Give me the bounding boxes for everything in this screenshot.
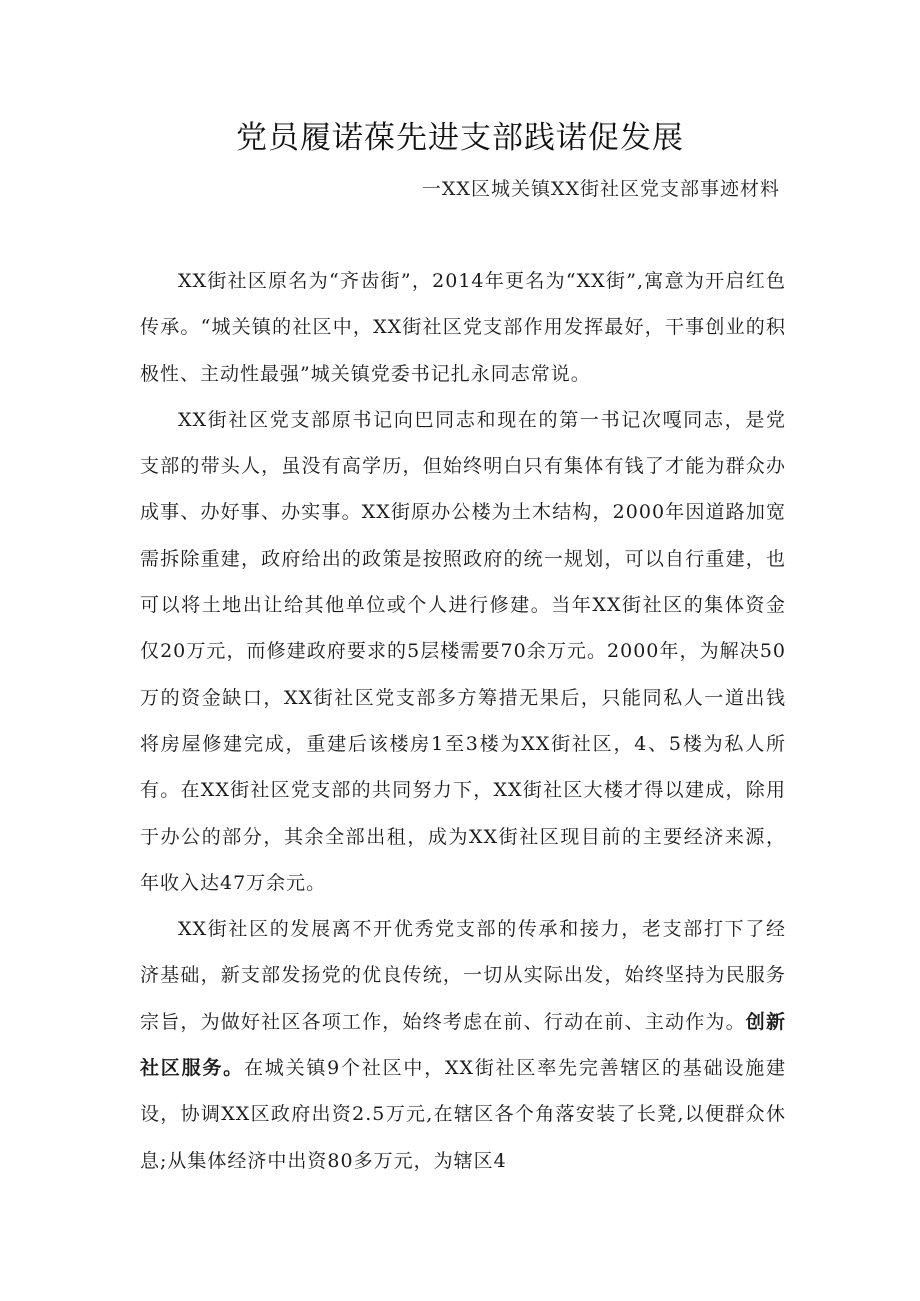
paragraph-1: XX街社区原名为“齐齿街”，2014年更名为“XX街”,寓意为开启红色传承。“城关镇的社区中，XX街社区党支部作用发挥最好，干事创业的积极性、主动性最强”城关镇党委书记扎永同志常说。 — [140, 270, 786, 385]
paragraph-3-text-after: 在城关镇9个社区中，XX街社区率先完善辖区的基础设施建设，协调XX区政府出资2.5万元,在辖区各个角落安装了长凳,以便群众休息;从集体经济中出资80多万元，为辖区4 — [140, 1057, 786, 1172]
document-subtitle: 一XX区城关镇XX街社区党支部事迹材料 — [421, 178, 780, 200]
paragraph-3-text-before: XX街社区的发展离不开优秀党支部的传承和接力，老支部打下了经济基础，新支部发扬党的优良传统，一切从实际出发，始终坚持为民服务宗旨，为做好社区各项工作，始终考虑在前、行动在前、主动作为。 — [140, 918, 786, 1033]
paragraph-3 — [140, 906, 786, 1184]
paragraph-3-emphasis: 创新社区服务。 — [140, 1010, 786, 1080]
document-body — [140, 258, 786, 1184]
document-title: 党员履诺葆先进支部践诺促发展 — [236, 120, 684, 156]
paragraph-2: XX街社区党支部原书记向巴同志和现在的第一书记次嘎同志，是党支部的带头人，虽没有高学历，但始终明白只有集体有钱了才能为群众办成事、办好事、办实事。XX街原办公楼为土木结构，2000年因道路加宽需拆除重建，政府给出的政策是按照政府的统一规划，可以自行重建，也可以将土地出让给其他单位或个人进行修建。当年XX街社区的集体资金仅20万元，而修建政府要求的5层楼需要70余万元。2000年，为解决50万的资金缺口，XX街社区党支部多方筹措无果后，只能同私人一道出钱将房屋修建完成，重建后该楼房1至3楼为XX街社区，4、5楼为私人所有。在XX街社区党支部的共同努力下，XX街社区大楼才得以建成，除用于办公的部分，其余全部出租，成为XX街社区现目前的主要经济来源，年收入达47万余元。 — [140, 408, 786, 894]
